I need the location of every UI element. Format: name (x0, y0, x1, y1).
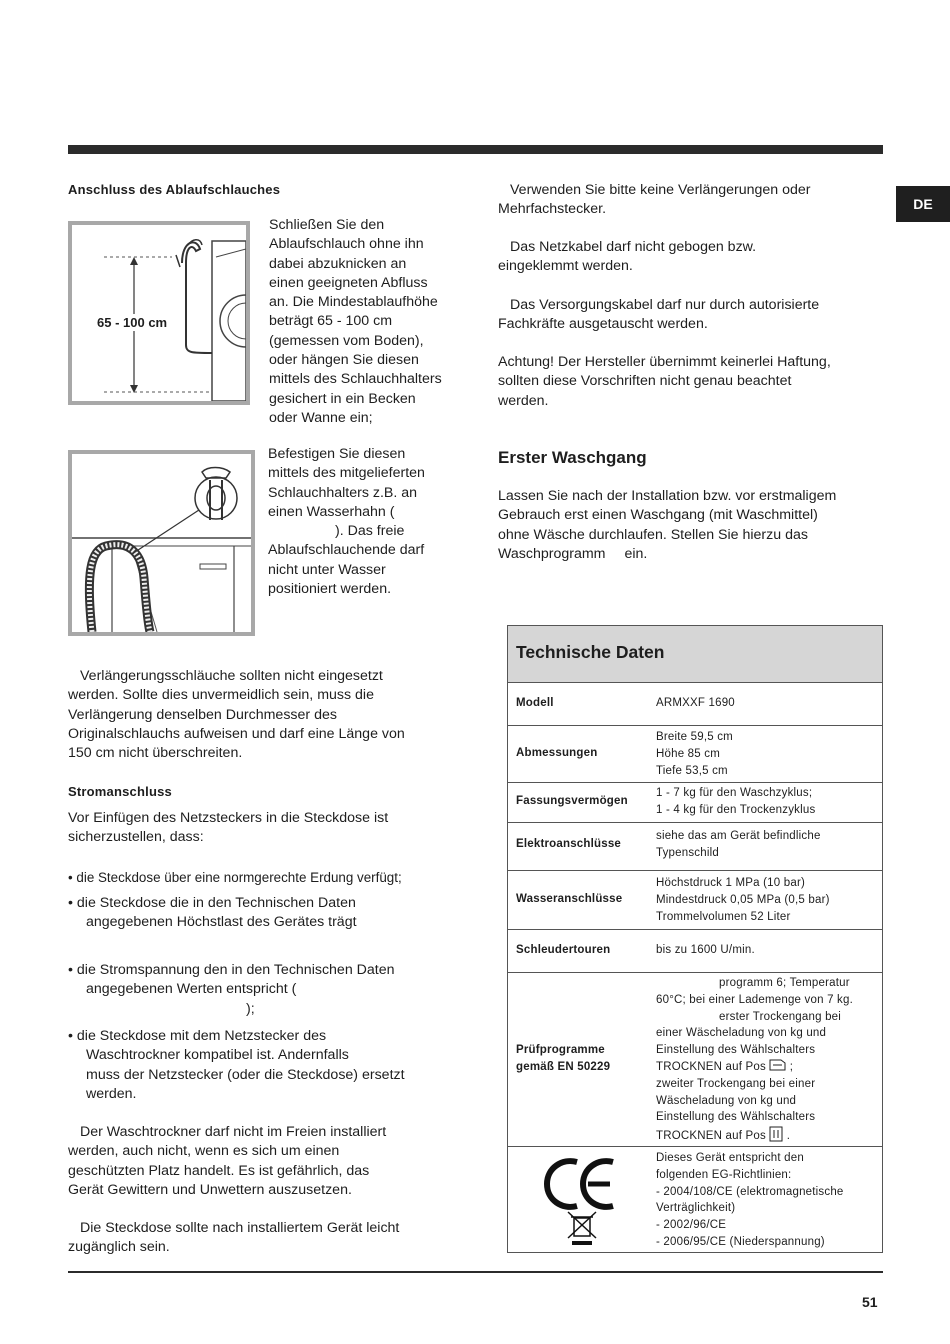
no-extensions: Verwenden Sie bitte keine Verlängerungen oder Mehrfachstecker. (498, 182, 811, 218)
drain-text-2: Befestigen Sie diesen mittels des mitgelieferten Schlauchhalters z.B. an einen Wasserhahn ( ). Das freie Ablaufschlauchende darf nicht unter Wasser positioniert werden. (268, 446, 425, 598)
tech-table-title: Technische Daten (516, 642, 665, 662)
bullet-plug-compat: • die Steckdose mit dem Netzstecker des Waschtrockner kompatibel ist. Andernfalls muss der Netzstecker (oder die Steckdose) ersetzt werden. (68, 1028, 405, 1102)
power-intro: Vor Einfügen des Netzsteckers in die Steckdose ist sicherzustellen, dass: (68, 810, 389, 846)
outdoor-warning: Der Waschtrockner darf nicht im Freien installiert werden, auch nicht, wenn es sich um einen geschützten Platz handelt. Es ist gefährlich, das Gerät Gewittern und Unwettern auszusetzen. (68, 1124, 387, 1198)
bullet-voltage: • die Stromspannung den in den Technischen Daten angegebenen Werten entspricht ( ); (68, 962, 395, 1017)
drain-height-figure (68, 221, 250, 405)
drain-height-label: 65 - 100 cm (97, 315, 168, 330)
first-wash-heading: Erster Waschgang (498, 448, 647, 467)
table-row: Prüfprogramme gemäß EN 50229 programm 6; Temperatur 60°C; bei einer Lademenge von 7 kg. erster Trockengang bei einer Wäscheladung von kg und Einstellung des Wählschalters TROCKNEN auf Pos ; zweiter Trockengang bei einer Wäscheladung von kg und Einstellung des Wählschalters TROCKNEN auf Pos . (508, 973, 882, 1147)
power-heading: Stromanschluss (68, 784, 172, 799)
first-wash-text: Lassen Sie nach der Installation bzw. vor erstmaligem Gebrauch erst einen Waschgang (mit Waschmittel) ohne Wäsche durchlaufen. Stellen Sie hierzu das Waschprogramm ein. (498, 488, 837, 562)
table-row: Fassungsvermögen 1 - 7 kg für den Waschzyklus; 1 - 4 kg für den Trockenzyklus (508, 783, 882, 823)
cable-replace: Das Versorgungskabel darf nur durch autorisierte Fachkräfte ausgetauscht werden. (498, 297, 820, 333)
liability-note: Achtung! Der Hersteller übernimmt keinerlei Haftung, sollten diese Vorschriften nicht genau beachtet werden. (498, 354, 831, 409)
drain-height-illustration (72, 225, 246, 401)
bullet-grounding: • die Steckdose über eine normgerechte Erdung verfügt; (68, 870, 402, 885)
table-row: Schleudertouren bis zu 1600 U/min. (508, 930, 882, 973)
table-row: Modell ARMXXF 1690 (508, 682, 882, 726)
cable-bend: Das Netzkabel darf nicht gebogen bzw. eingeklemmt werden. (498, 239, 757, 275)
tech-data-table (507, 625, 883, 1253)
socket-access: Die Steckdose sollte nach installiertem Gerät leicht zugänglich sein. (68, 1220, 400, 1256)
weee-bin-icon (568, 1212, 596, 1245)
table-row: Abmessungen Breite 59,5 cm Höhe 85 cm Tiefe 53,5 cm (508, 726, 882, 783)
drain-heading: Anschluss des Ablaufschlauches (68, 182, 281, 197)
bullet-max-load: • die Steckdose die in den Technischen Daten angegebenen Höchstlast des Gerätes trägt (68, 895, 357, 931)
bottom-rule (68, 1271, 883, 1273)
table-row: Dieses Gerät entspricht den folgenden EG-Richtlinien: - 2004/108/CE (elektromagnetische Verträglichkeit) - 2002/96/CE - 2006/95/CE (Niederspannung) (508, 1147, 882, 1253)
ce-mark-icon (544, 1154, 616, 1246)
hose-holder-illustration (72, 454, 251, 632)
drying-cupboard-icon (769, 1126, 783, 1142)
hose-holder-figure (68, 450, 255, 636)
tech-table-header (508, 626, 882, 683)
extension-text: Verlängerungsschläuche sollten nicht eingesetzt werden. Sollte dies unvermeidlich sein, muss die Verlängerung denselben Durchmesser des Originalschlauchs aufweisen und darf eine Länge von 150 cm nicht überschreiten. (68, 668, 405, 762)
language-tab: DE (896, 186, 950, 222)
table-row: Wasseranschlüsse Höchstdruck 1 MPa (10 bar) Mindestdruck 0,05 MPa (0,5 bar) Trommelvolumen 52 Liter (508, 871, 882, 930)
drain-text-1: Schließen Sie den Ablaufschlauch ohne ihn dabei abzuknicken an einen geeigneten Abfluss an. Die Mindestablaufhöhe beträgt 65 - 100 cm (gemessen vom Boden), oder hängen Sie diesen mittels des Schlauchhalters gesichert in ein Becken oder Wanne ein; (269, 217, 442, 426)
table-row: Elektroanschlüsse siehe das am Gerät befindliche Typenschild (508, 823, 882, 871)
top-rule (68, 145, 883, 154)
tumble-dry-icon (769, 1059, 786, 1071)
page-number: 51 (862, 1294, 878, 1310)
